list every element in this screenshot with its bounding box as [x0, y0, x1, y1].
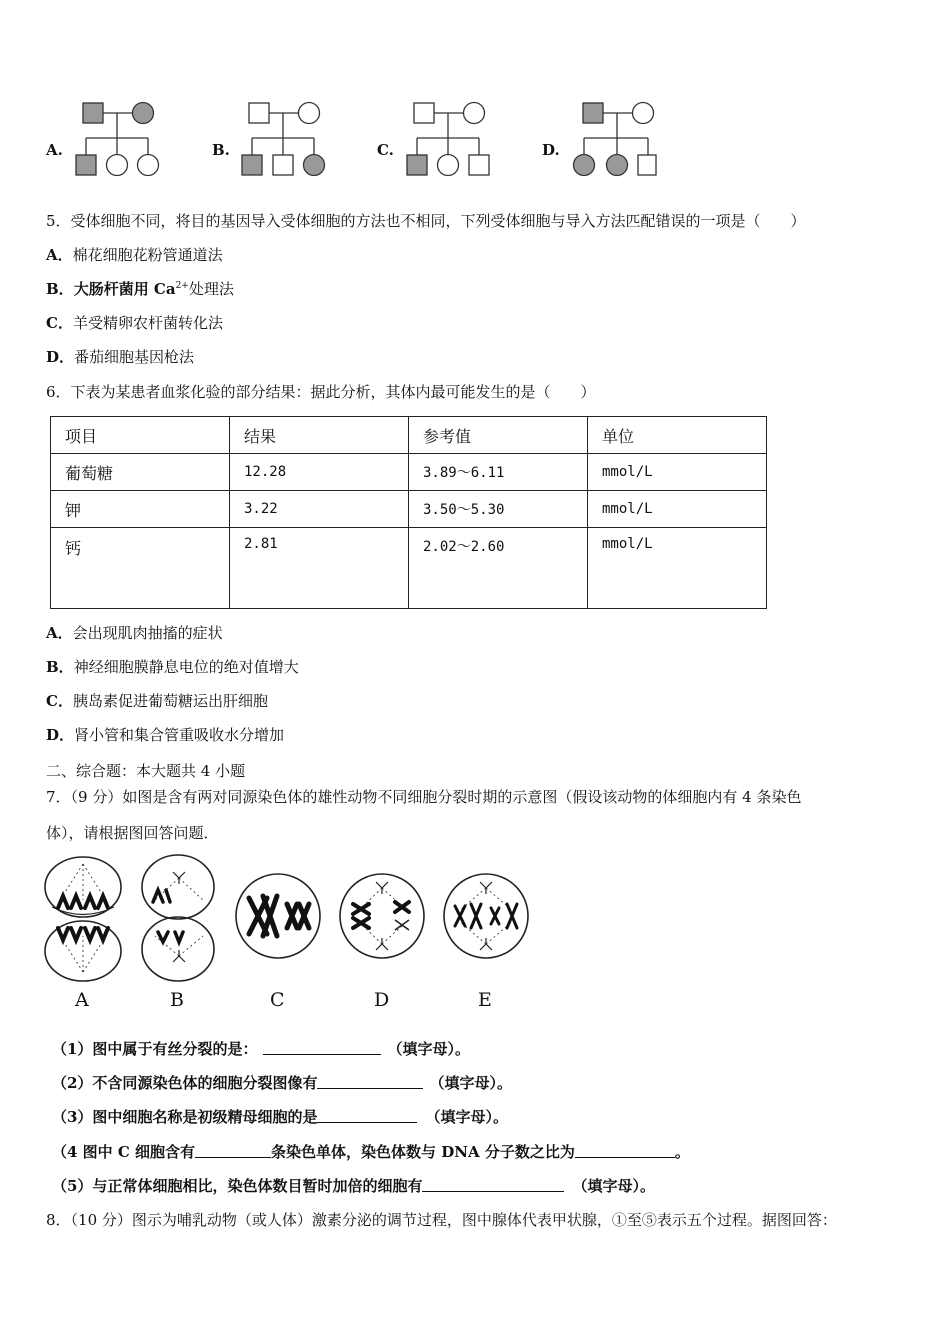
cell-c-diagram	[236, 874, 320, 958]
answer-blank[interactable]	[263, 1040, 381, 1055]
q7-stem-line-1: 7．（9 分）如图是含有两对同源染色体的雄性动物不同细胞分裂时期的示意图（假设该动物的体细胞内有 4 条染色	[46, 788, 802, 806]
cell-label-c: C	[270, 989, 285, 1011]
table-cell: 12.28	[230, 454, 409, 491]
table-cell: 3.22	[230, 491, 409, 528]
table-cell: mmol/L	[588, 454, 767, 491]
table-cell: mmol/L	[588, 491, 767, 528]
pedigree-diagram-b	[236, 96, 336, 180]
cell-d-diagram	[340, 874, 424, 958]
table-cell: 3.50～5.30	[409, 491, 588, 528]
q7-sub-3: （3）图中细胞名称是初级精母细胞的是 （填字母）。	[52, 1108, 508, 1126]
table-cell: 3.89～6.11	[409, 454, 588, 491]
cell-label-a: A	[75, 989, 89, 1011]
q6-option-a: A．会出现肌肉抽搐的症状	[46, 624, 223, 642]
q8-stem: 8．（10 分）图示为哺乳动物（或人体）激素分泌的调节过程，图中腺体代表甲状腺，①至⑤表示五个过程。据图回答：	[46, 1211, 837, 1229]
option-label: C.	[377, 141, 394, 159]
option-label: A.	[46, 141, 63, 159]
q5-option-b: B．大肠杆菌用 $Ca^{2+}$处理法	[46, 280, 234, 298]
option-label: D.	[542, 141, 560, 159]
answer-blank[interactable]	[195, 1143, 271, 1158]
table-cell: 钙	[51, 528, 230, 609]
table-header-cell: 项目	[51, 417, 230, 454]
pedigree-diagram-a	[70, 96, 170, 180]
cell-e-diagram	[444, 874, 528, 958]
cell-label-d: D	[374, 989, 390, 1011]
table-cell: 2.02～2.60	[409, 528, 588, 609]
table-header-cell: 参考值	[409, 417, 588, 454]
answer-blank[interactable]	[575, 1143, 675, 1158]
answer-blank[interactable]	[317, 1074, 423, 1089]
q6-option-b: B．神经细胞膜静息电位的绝对值增大	[46, 658, 299, 676]
q7-sub-4: （4 图中 C 细胞含有 条染色单体，染色体数与 DNA 分子数之比为 。	[52, 1143, 690, 1161]
q7-sub-2: （2）不含同源染色体的细胞分裂图像有 （填字母）。	[52, 1074, 512, 1092]
q5-stem: 5．受体细胞不同，将目的基因导入受体细胞的方法也不相同，下列受体细胞与导入方法匹配错误的一项是（ ）	[46, 212, 806, 230]
pedigree-diagram-d	[566, 96, 666, 180]
table-cell: 2.81	[230, 528, 409, 609]
pedigree-diagram-c	[401, 96, 501, 180]
cell-label-e: E	[478, 989, 492, 1011]
table-header-cell: 结果	[230, 417, 409, 454]
q5-option-d: D．番茄细胞基因枪法	[46, 348, 195, 366]
table-header-row	[51, 417, 767, 454]
q5-option-c: C．羊受精卵农杆菌转化法	[46, 314, 223, 332]
option-label: B.	[212, 141, 230, 159]
cell-b-diagram	[142, 855, 214, 981]
q7-sub-5: （5）与正常体细胞相比，染色体数目暂时加倍的细胞有 （填字母）。	[52, 1177, 655, 1195]
q6-stem: 6．下表为某患者血浆化验的部分结果：据此分析，其体内最可能发生的是（ ）	[46, 383, 596, 401]
q5-option-a: A．棉花细胞花粉管通道法	[46, 246, 223, 264]
table-row	[51, 528, 767, 609]
answer-blank[interactable]	[317, 1108, 417, 1123]
cell-division-diagrams	[40, 850, 540, 985]
q6-option-d: D．肾小管和集合管重吸收水分增加	[46, 726, 285, 744]
q7-sub-1: （1）图中属于有丝分裂的是： （填字母）。	[52, 1040, 470, 1058]
cell-label-b: B	[170, 989, 184, 1011]
table-cell: mmol/L	[588, 528, 767, 609]
table-header-cell: 单位	[588, 417, 767, 454]
blood-test-table	[50, 416, 767, 609]
q6-option-c: C．胰岛素促进葡萄糖运出肝细胞	[46, 692, 268, 710]
cell-a-diagram	[45, 857, 121, 981]
table-cell: 钾	[51, 491, 230, 528]
table-row	[51, 491, 767, 528]
answer-blank[interactable]	[422, 1177, 564, 1192]
table-cell: 葡萄糖	[51, 454, 230, 491]
table-row	[51, 454, 767, 491]
q7-stem-line-2: 体），请根据图回答问题．	[46, 824, 219, 842]
section-2-title: 二、综合题：本大题共 4 小题	[46, 762, 246, 780]
